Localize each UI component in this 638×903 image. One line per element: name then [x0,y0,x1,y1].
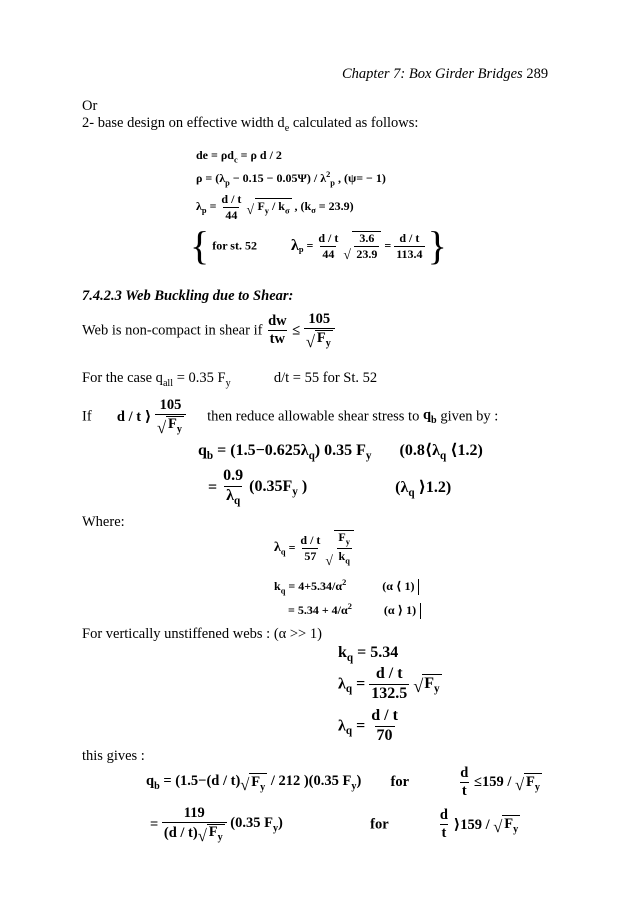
where-l1-den: 57 [304,548,317,563]
where-l2-cond: (α ⟨ 1) [382,579,415,593]
where-l3-a: = 5.34 + 4/α [288,603,348,617]
where-kq-2 [288,602,421,619]
unstiff-lq2 [338,708,400,745]
unstiff-text: For vertically unstiffened webs : (α >> 1) [82,626,322,642]
where-l1-eq: = [285,540,296,555]
unstiff-kq-b: = 5.34 [353,644,399,661]
where-l3-sup: 2 [347,602,352,611]
where-l1-rnum-sub: y [345,537,350,547]
intro-line [82,115,418,134]
unstiff-lq2-den: 70 [376,726,393,744]
gives-l2-num: 119 [183,805,205,821]
eq-de-sub: c [233,155,238,165]
qb-eq-2-den: λ [226,486,234,504]
case-line [82,370,377,389]
qb-eq-1-cond-sub: q [440,450,447,463]
gives-l1-den: t [461,783,467,800]
unstiff-kq-k: k [338,644,347,661]
qb-eq-1-c: ) 0.35 F [314,442,366,459]
gives-l2-den-rad: F [208,824,218,841]
eq-st52-den: 44 [322,246,335,261]
gives-l1-rad: F [251,773,261,790]
qb-eq-1-sub2: q [308,450,315,463]
sqrt-icon: √ [197,826,207,846]
eq-st52-frac2 [394,232,424,260]
gives-eq-2 [150,806,520,844]
eq-rho-a: ρ = (λ [196,171,226,185]
gives-l1-rel: ≤159 / [470,774,512,791]
unstiff-lq1-sub: q [345,683,353,696]
eq-rho-sup: 2 [326,170,331,179]
where-l2-b: = 4+5.34/α [285,579,343,593]
noncompact-den: tw [269,331,285,348]
where-l1-lambda: λ [274,540,281,556]
noncompact-text: Web is non-compact in shear if [82,322,263,339]
unstiff-lq2-eq: = [352,717,366,735]
section-title: 7.4.2.3 Web Buckling due to Shear: [82,288,294,304]
unstiff-lq1-num: d / t [375,665,403,682]
gives-l2-den2: t [441,825,447,842]
sqrt-icon: √ [413,676,424,697]
eq-st52-for: for st. 52 [212,238,257,253]
where-l2-k: k [274,579,281,593]
eq-lp-rad-sub: y [264,206,269,216]
eq-st52 [190,223,447,268]
qb-eq-2-eq: = [208,478,218,496]
eq-lp-tail2: = 23.9) [315,198,354,213]
eq-lambda-p [196,193,354,221]
intro-line-tail: calculated as follows: [289,115,419,131]
unstiff-lq1-frac [369,666,409,703]
if-dt: d / t ⟩ [116,408,152,425]
sqrt-icon: √ [493,817,503,837]
gives-l1-for: for [390,774,410,791]
page-number: 289 [526,66,549,82]
eq-lp-num: d / t [221,192,242,206]
eq-st52-den2: 113.4 [396,246,423,261]
qb-eq-2-c: ) [297,477,308,495]
eq-lp-frac [219,193,243,221]
case-line-b: = 0.35 F [173,370,226,386]
eq-lp-den: 44 [225,207,238,222]
eq-st52-rfrac [354,232,379,260]
noncompact-line [82,312,335,350]
divider-bar [418,579,419,595]
qb-eq-2-b: (0.35F [249,477,293,495]
eq-st52-frac [316,232,340,260]
gives-l2-num2: d [439,807,448,824]
eq-lp-rad-tail: / k [268,199,285,214]
eq-st52-rnum: 3.6 [359,231,375,246]
qb-eq-1-sub: b [206,450,214,463]
eq-lp-eq: = [206,198,217,213]
eq-st52-sub: p [298,245,304,255]
gives-l2-frac2 [438,808,450,841]
gives-l1-c-sub: y [351,781,357,793]
gives-l1-q: q [146,773,155,790]
where-l1-rnum: F [338,530,346,544]
if-then: then reduce allowable shear stress to [207,408,423,425]
unstiff-lq2-frac [369,708,400,745]
gives-l1-b: = (1.5−(d / t) [159,773,241,790]
where-l1-sqrt [325,530,354,566]
if-num: 105 [159,397,182,413]
eq-st52-rden: 23.9 [356,247,378,261]
case-line-b-sub: y [225,377,231,389]
eq-rho-sub2: p [330,178,335,188]
noncompact-rfrac [304,312,335,350]
unstiff-lq1-rad: F [424,674,434,692]
unstiff-lq1-eq: = [352,675,366,693]
gives-l2-b: (0.35 F [230,815,273,832]
noncompact-rden: F [316,330,326,347]
gives-l1-rad-sub: y [260,781,266,793]
qb-eq-1-cond: (0.8⟨λ [399,442,440,459]
gives-l1-sqrt [240,773,267,793]
gives-l2-eq: = [150,816,159,833]
if-qb-sub: b [431,415,437,427]
if-qb: q [422,407,432,424]
unstiff-lq1 [338,666,442,703]
gives-l2-b-sub: y [272,823,279,835]
gives-l2-c: ) [278,815,283,832]
gives-l1-rrad: F [526,773,535,790]
eq-rho-b: − 0.15 − 0.05Ψ) / λ [229,171,327,185]
where-l2-sub: q [280,586,286,596]
gives-l2-frac [162,806,227,844]
divider-bar [420,603,421,619]
where-l1-num: d / t [300,533,321,548]
qb-eq-1-sub3: y [365,450,372,463]
eq-st52-lambda: λ [290,237,299,254]
where-label: Where: [82,514,125,530]
eq-lp-lambda: λ [196,198,202,213]
eq-st52-num2: d / t [399,230,420,245]
gives-l2-rel: ⟩159 / [449,816,490,833]
sqrt-icon: √ [246,201,255,217]
qb-eq-2-num: 0.9 [223,467,244,484]
noncompact-num: dw [268,313,287,330]
gives-l2-rrad: F [504,815,514,832]
if-den: F [167,416,177,433]
eq-st52-eq: = [303,238,314,253]
qb-eq-1-cond-tail: ⟨1.2) [446,442,483,459]
intro-line-a: 2- base design on effective width d [82,115,285,131]
eq-st52-sqrt [343,231,381,260]
if-den-sub: y [176,424,182,436]
unstiff-lq1-rad-sub: y [434,682,440,695]
if-word: If [82,408,92,425]
eq-rho [196,170,386,187]
gives-l1-d: ) [356,773,362,790]
gives-l2-den-a: (d / t) [163,825,198,842]
eq-de-tail: = ρ d / 2 [237,148,282,162]
eq-de [196,148,282,164]
where-l1-rfrac [336,531,352,566]
noncompact-rnum: 105 [308,311,331,327]
where-l1-frac [298,534,322,562]
unstiff-lq1-sqrt [413,674,441,695]
chapter-title: Chapter 7: Box Girder Bridges [342,66,523,82]
unstiff-lq2-l: λ [338,717,346,735]
unstiff-lq2-sub: q [345,725,353,738]
qb-eq-2-cond-tail: ⟩1.2) [414,478,452,496]
gives-l1-rsqrt [515,773,542,793]
qb-eq-1 [198,440,483,462]
where-lambda-q [274,530,354,566]
right-brace-icon: } [427,223,447,268]
where-l2-sup: 2 [342,578,347,587]
eq-lp-rad: F [257,199,265,214]
eq-lp-sqrt [246,198,291,215]
case-line-a: For the case q [82,370,163,386]
or-text: Or [82,98,98,114]
if-tail: given by : [436,408,499,425]
eq-de-a: de = ρd [196,148,234,162]
eq-st52-num: d / t [318,230,339,245]
case-line-a-sub: all [162,377,174,389]
where-l3-cond: (α ⟩ 1) [383,603,417,617]
qb-eq-2-den-sub: q [233,494,241,507]
eq-rho-sub: p [225,178,230,188]
gives-l1-c: / 212 )(0.35 F [267,773,352,790]
unstiff-kq [338,644,398,664]
where-kq-1 [274,578,419,595]
sqrt-icon: √ [156,418,167,438]
sqrt-icon: √ [305,332,315,352]
gives-l1-num: d [460,765,469,781]
unstiff-kq-sub: q [346,652,354,665]
noncompact-rden-sub: y [325,338,331,350]
eq-rho-c: , (ψ= − 1) [334,171,386,185]
if-line [82,398,498,436]
left-brace-icon: { [190,223,210,268]
eq-st52-eq2: = [384,238,392,253]
gives-l1-rrad-sub: y [534,781,540,793]
intro-line-sub: e [284,122,290,134]
unstiff-lq1-l: λ [338,675,346,693]
gives-eq-1 [146,766,542,799]
qb-eq-1-b: = (1.5−0.625λ [213,442,309,459]
gives-text: this gives : [82,748,145,764]
unstiff-lq2-num: d / t [371,707,398,724]
sqrt-icon: √ [325,552,333,568]
qb-eq-2-cond: (λ [395,478,409,496]
noncompact-rel: ≤ [292,322,304,339]
qb-eq-2-frac [221,468,245,508]
eq-lp-rad-sub2: σ [284,206,290,216]
sqrt-icon: √ [343,246,351,262]
running-header [342,66,548,83]
gives-l1-frac [458,766,470,799]
eq-lp-tail-sub: σ [311,206,316,216]
gives-l2-for: for [370,816,389,833]
eq-lp-sub: p [201,206,207,216]
noncompact-frac [266,314,289,347]
qb-eq-2-cond-sub: q [408,486,415,499]
sqrt-icon: √ [515,774,525,794]
sqrt-icon: √ [240,774,250,794]
where-l1-rden: k [338,549,346,564]
qb-eq-2-sub: y [292,485,298,498]
where-l1-sub: q [280,547,286,557]
where-l1-rden-sub: q [345,556,350,566]
if-frac [155,398,186,436]
qb-eq-2 [208,468,451,508]
eq-lp-tail: , (k [294,198,312,213]
unstiff-lq1-den: 132.5 [371,684,408,702]
gives-l2-rsqrt [493,815,520,835]
gives-l2-rrad-sub: y [513,823,519,835]
gives-l2-den-rad-sub: y [217,832,223,844]
gives-l1-sub: b [154,781,160,793]
case-line-c: d/t = 55 for St. 52 [273,370,378,386]
qb-eq-1-q: q [198,442,207,459]
